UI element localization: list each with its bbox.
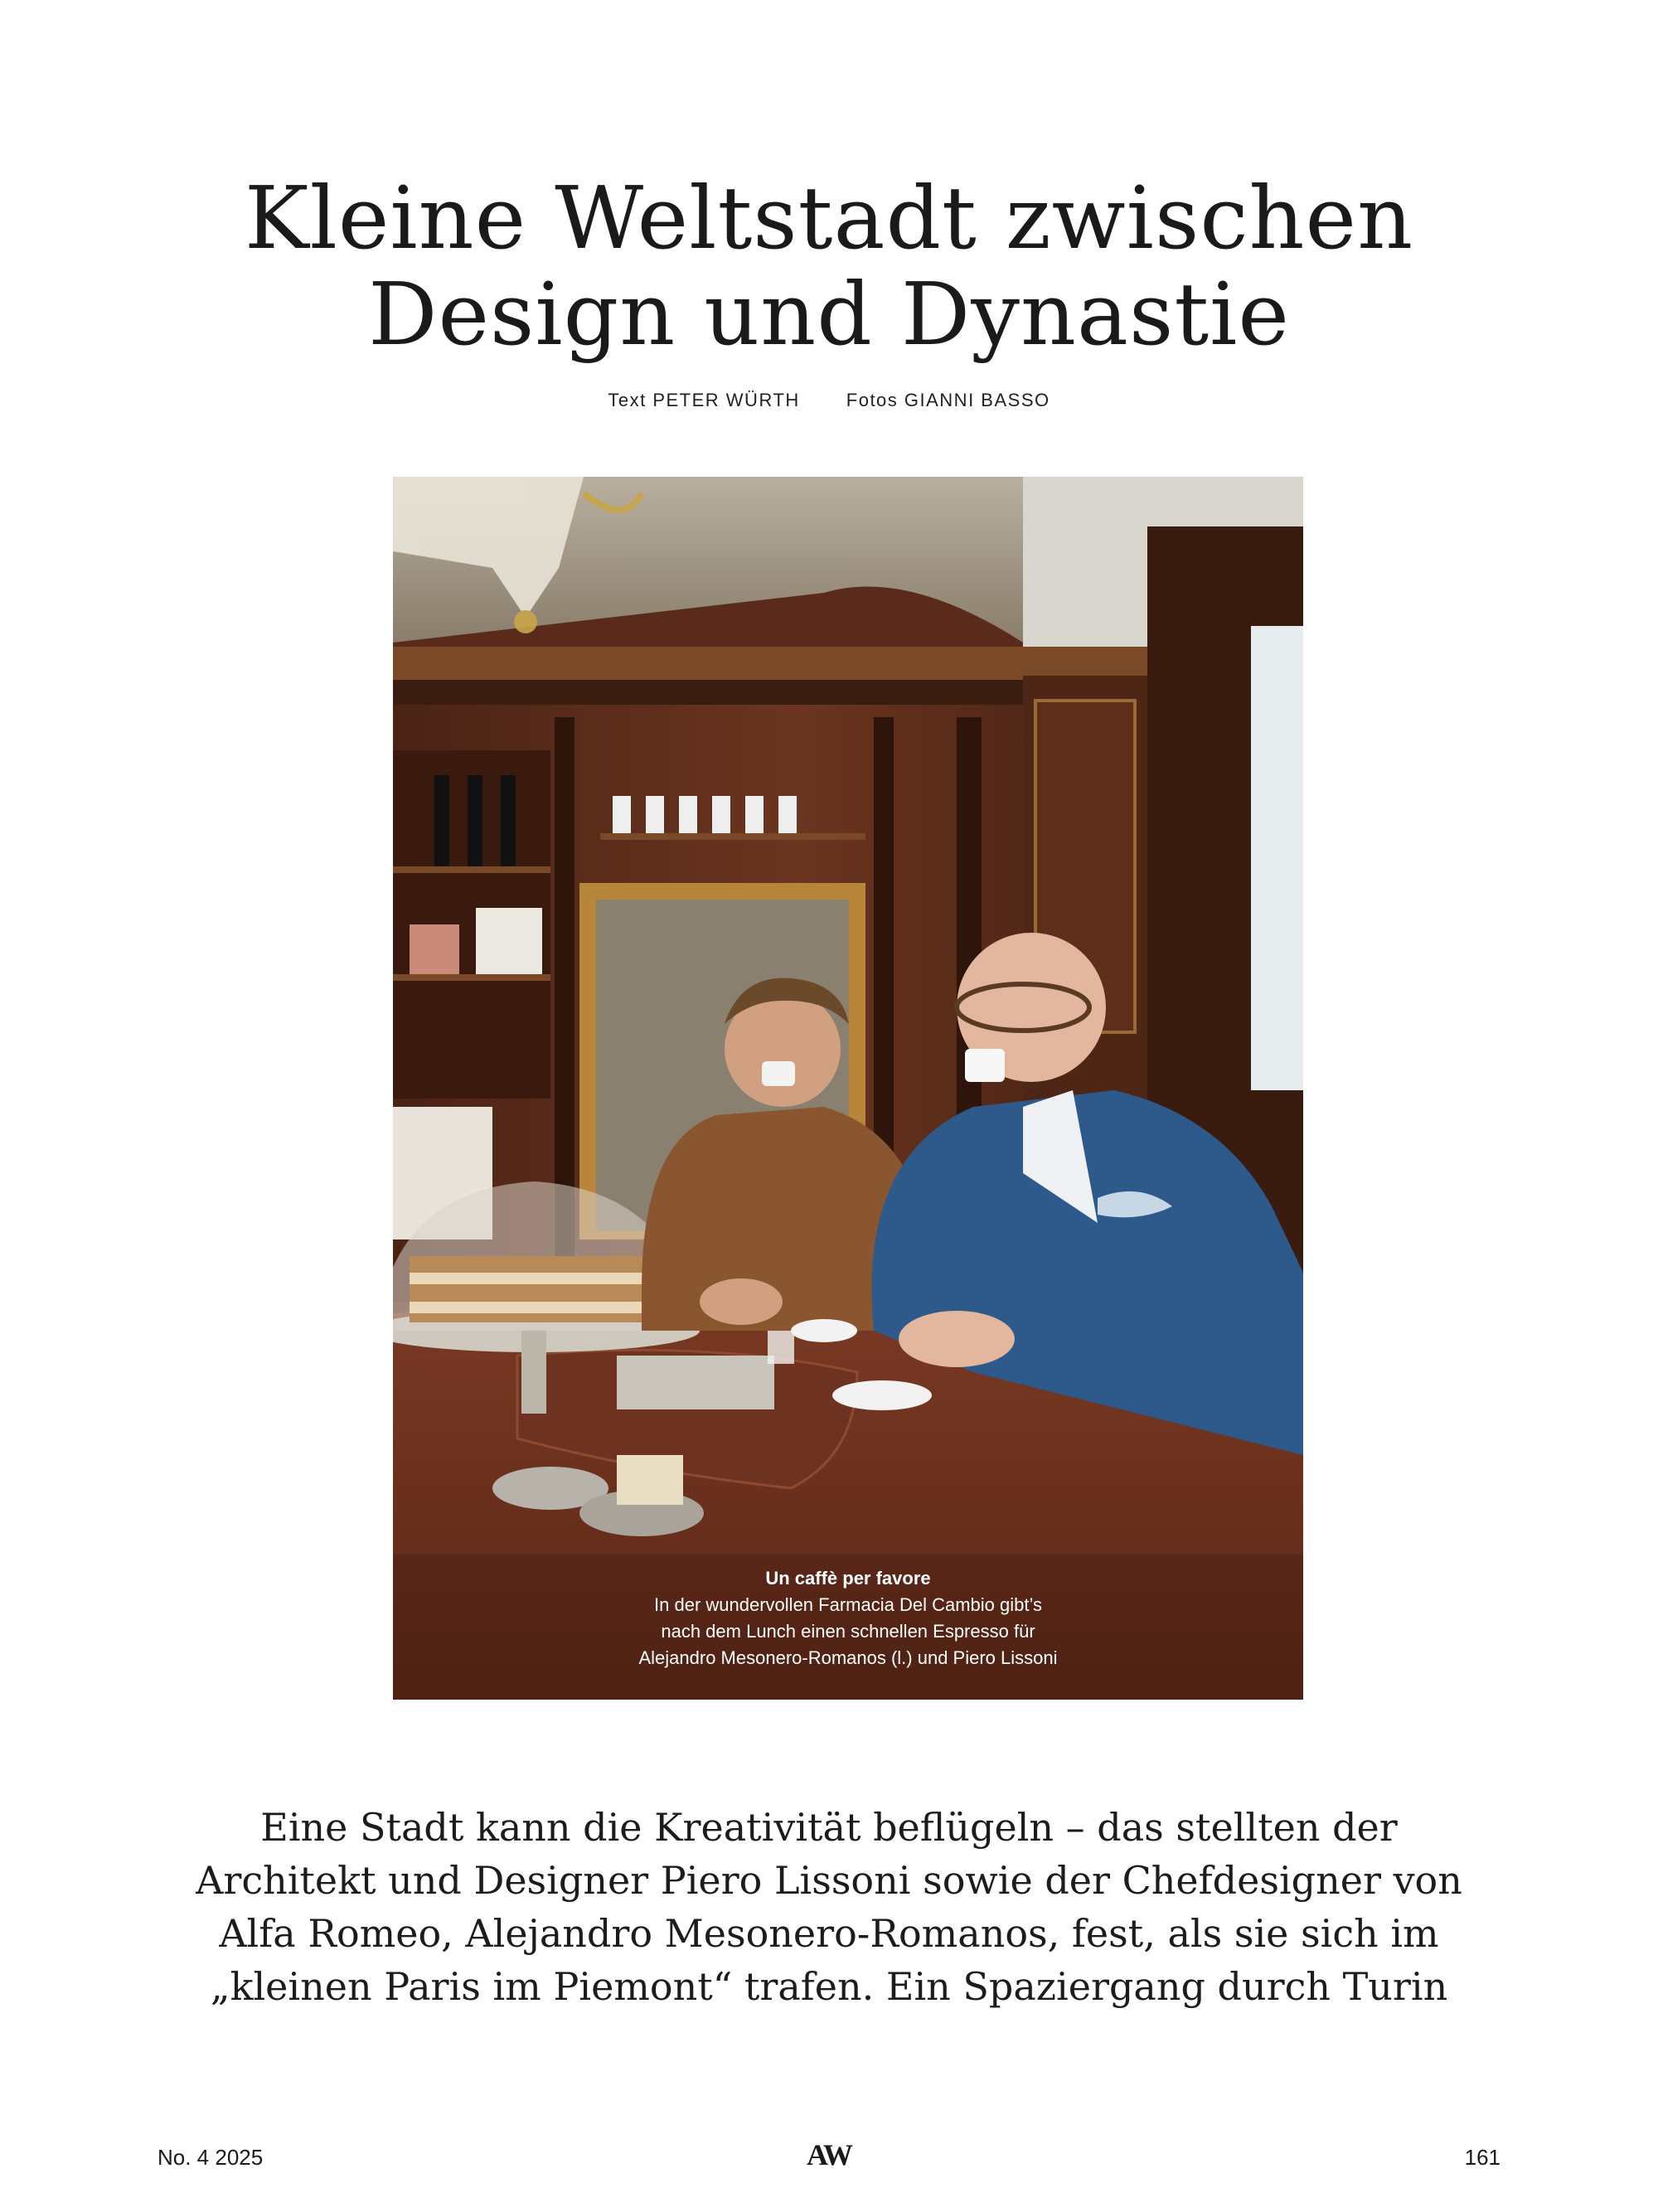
lead-paragraph <box>149 1801 1509 2013</box>
caption-line-2: nach dem Lunch einen schnellen Espresso für <box>661 1621 1035 1642</box>
issue-label: No. 4 2025 <box>158 2145 264 2170</box>
lead-line-3: Alfa Romeo, Alejandro Mesonero-Romanos, fest, als sie sich im <box>219 1911 1439 1956</box>
cafe-photo <box>393 477 1303 1700</box>
text-credit: Text PETER WÜRTH <box>608 390 800 410</box>
caption-line-1: In der wundervollen Farmacia Del Cambio gibt’s <box>654 1594 1042 1615</box>
lead-line-2: Architekt und Designer Piero Lissoni sowie der Chefdesigner von <box>196 1858 1462 1903</box>
page-number: 161 <box>1464 2145 1500 2170</box>
title-line-2: Design und Dynastie <box>368 264 1290 365</box>
article-title <box>0 167 1658 365</box>
magazine-logo: AW <box>806 2138 851 2171</box>
caption-line-3: Alejandro Mesonero-Romanos (l.) und Piero Lissoni <box>638 1647 1058 1668</box>
caption-title: Un caffè per favore <box>765 1568 931 1589</box>
byline <box>0 390 1658 411</box>
lead-line-1: Eine Stadt kann die Kreativität beflügeln – das stellten der <box>260 1805 1398 1850</box>
title-line-1: Kleine Weltstadt zwischen <box>244 167 1414 269</box>
photo-credit: Fotos GIANNI BASSO <box>846 390 1050 410</box>
shelf-left <box>393 750 550 1099</box>
lead-line-4: „kleinen Paris im Piemont“ trafen. Ein Spaziergang durch Turin <box>210 1964 1448 2009</box>
cafe-photo-illustration <box>393 477 1303 1700</box>
photo-caption <box>393 1565 1303 1671</box>
